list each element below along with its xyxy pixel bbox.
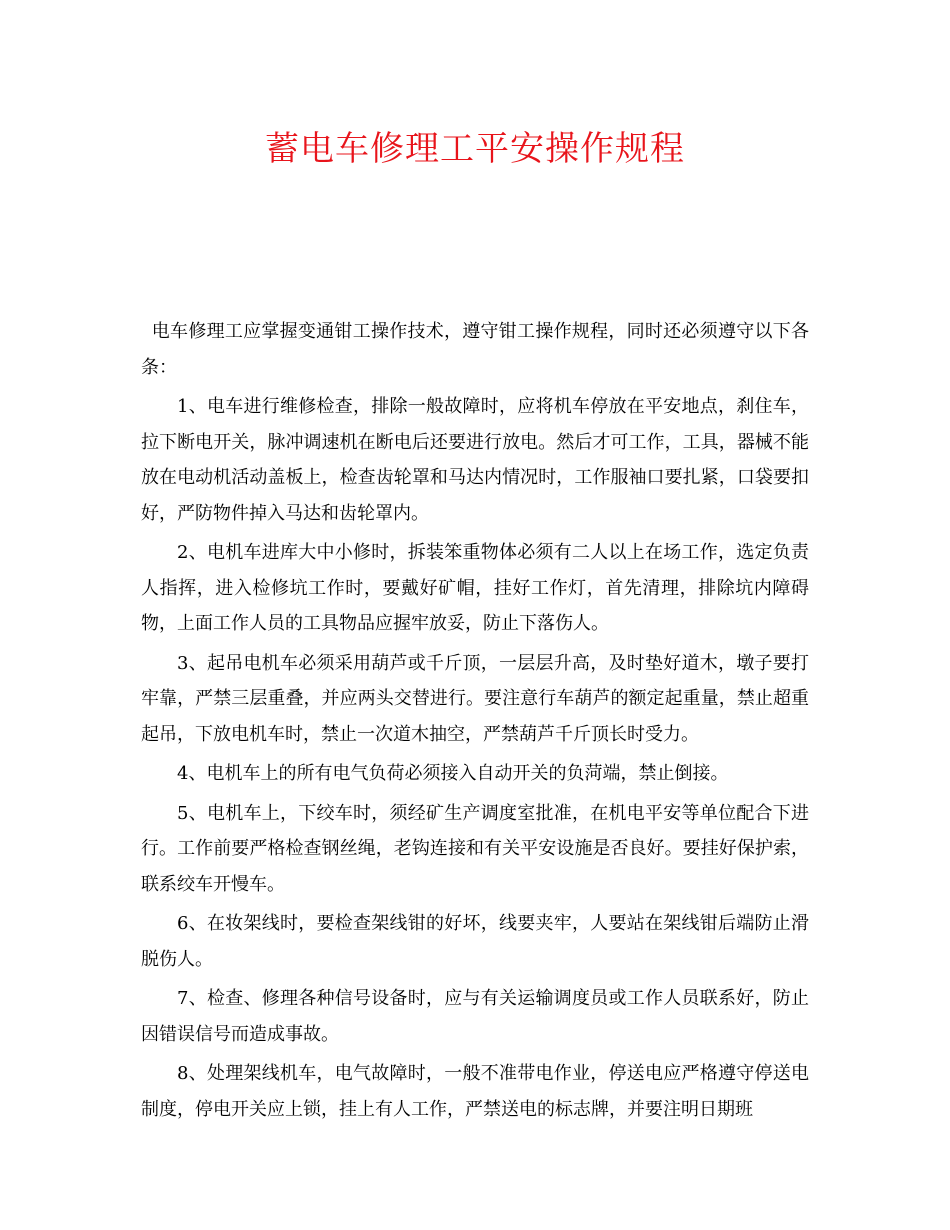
rule-item-4: 4、电机车上的所有电气负荷必须接入自动开关的负菏端，禁止倒接。 [177, 763, 729, 784]
rule-item-3: 3、起吊电机车必须采用葫芦或千斤顶，一层层升高，及时垫好道木，墩子要打牢靠，严禁三层重叠，并应两头交替进行。要注意行车葫芦的额定起重量，禁止超重起吊，下放电机车时，禁止一次道木抽空，严禁葫芦千斤顶长时受力。 [141, 652, 809, 745]
rule-item-6: 6、在妆架线时，要检查架线钳的好坏，线要夹牢，人要站在架线钳后端防止滑脱伤人。 [141, 913, 809, 970]
rule-item-8: 8、处理架线机车，电气故障时，一般不准带电作业，停送电应严格遵守停送电制度，停电开关应上锁，挂上有人工作，严禁送电的标志牌，并要注明日期班 [141, 1063, 809, 1120]
rule-item-7: 7、检查、修理各种信号设备时，应与有关运输调度员或工作人员联系好，防止因错误信号而造成事故。 [141, 988, 809, 1045]
document-title: 蓄电车修理工平安操作规程 [265, 129, 685, 169]
intro-paragraph: 电车修理工应掌握变通钳工操作技术，遵守钳工操作规程，同时还必须遵守以下各条： [141, 321, 809, 378]
document-body [141, 314, 809, 1131]
rule-item-1: 1、电车进行维修检查，排除一般故障时，应将机车停放在平安地点，刹住车，拉下断电开关，脉冲调速机在断电后还要进行放电。然后才可工作，工具，器械不能放在电动机活动盖板上，检查齿轮罩和马达内情况时，工作服袖口要扎紧，口袋要扣好，严防物件掉入马达和齿轮罩内。 [141, 396, 809, 524]
rule-item-5: 5、电机车上，下绞车时，须经矿生产调度室批准，在机电平安等单位配合下进行。工作前要严格检查钢丝绳，老钩连接和有关平安设施是否良好。要挂好保护索，联系绞车开慢车。 [141, 802, 809, 895]
rule-item-2: 2、电机车进库大中小修时，拆装笨重物体必须有二人以上在场工作，选定负责人指挥，进入检修坑工作时，要戴好矿帽，挂好工作灯，首先清理，排除坑内障碍物，上面工作人员的工具物品应握牢放妥，防止下落伤人。 [141, 542, 809, 634]
